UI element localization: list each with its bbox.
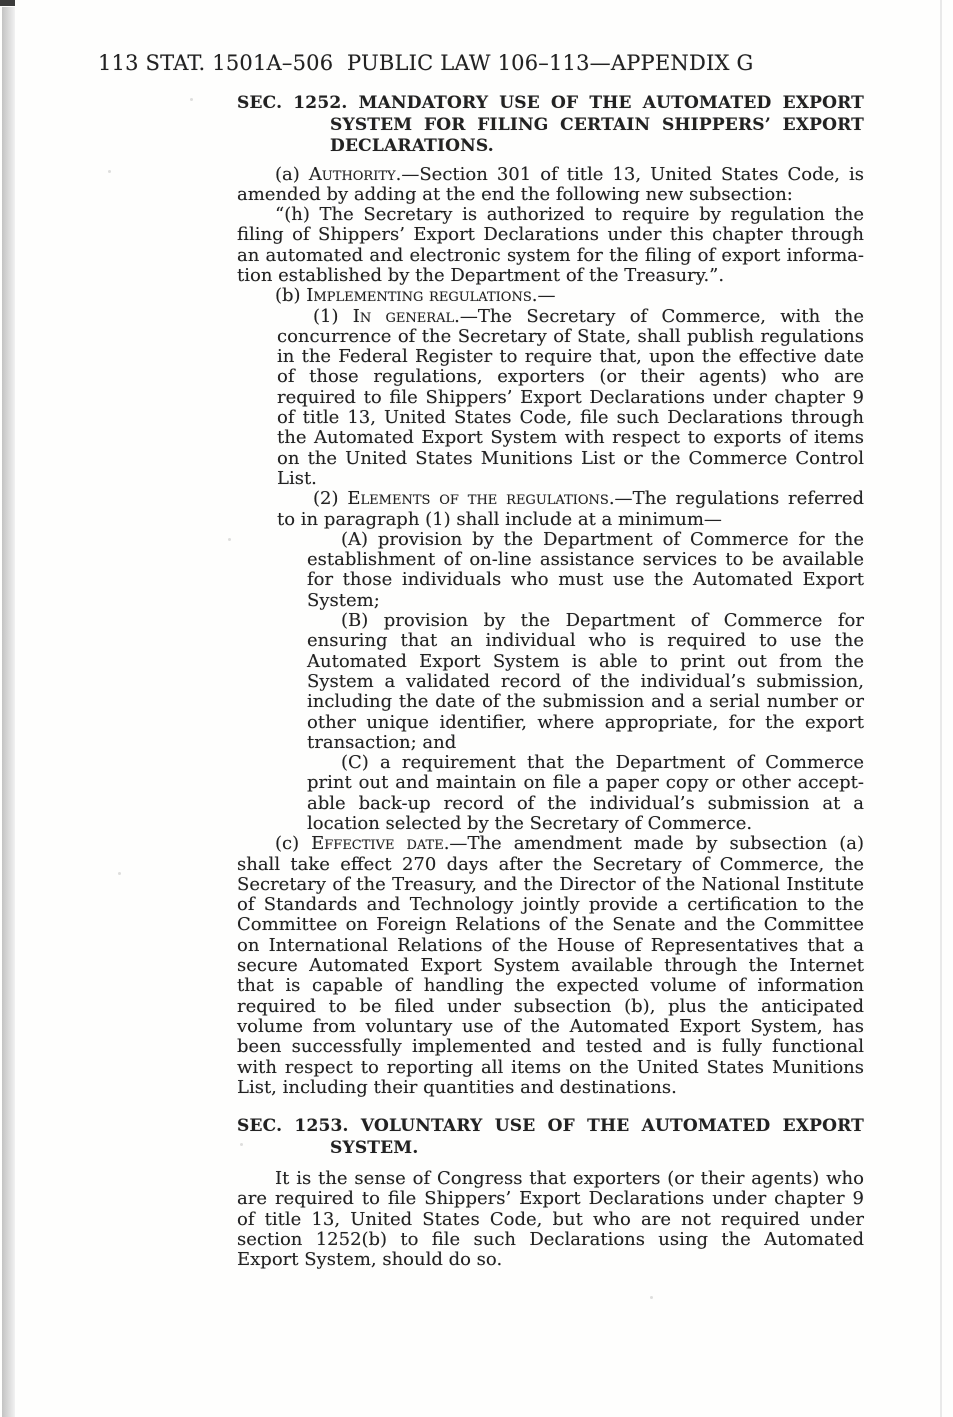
paragraph-text: The amendment made by subsection (a) shall take effect 270 days after the Secretary of Commerce, the Secretary of the Treasury, and the Director of the National Institute of Standards and Technology jointly provide a certification to the Committee on Foreign Relations of the Senate and the Committee on International Relations of the House of Representatives that a secure Automated Export System available through the Internet that is capable of handling the expected volume of information required to be filed under subsection (b), plus the anticipated volume from voluntary use of the Automated Export System, has been successfully implemented and tested and is fully functional with respect to reporting all items on the United States Munitions List, including their quantities and destinations. bbox=[237, 833, 864, 1098]
paragraph-label-prefix: (1) bbox=[313, 305, 353, 327]
statute-text-column bbox=[237, 93, 864, 1271]
scan-artifact-left-edge-band bbox=[2, 7, 15, 1417]
law-citation: PUBLIC LAW 106–113—APPENDIX G bbox=[347, 51, 754, 75]
paragraph-text: (B) provision by the Department of Commerce for ensuring that an individual who is required to use the Automated Export System is able to print out from the System a validated record of the individual’s submission, including the date of the submission and a serial number or other unique identifier, where appropriate, for the export transaction; and bbox=[307, 610, 864, 753]
scan-artifact-corner-mark bbox=[0, 0, 15, 6]
scan-speck bbox=[650, 1296, 653, 1299]
paragraph-subparagraph-B bbox=[307, 611, 864, 753]
paragraph-subparagraph-A bbox=[307, 530, 864, 611]
paragraph-label-prefix: (a) bbox=[275, 163, 309, 185]
paragraph-text: It is the sense of Congress that exporters (or their agents) who are required to file Shippers’ Export Declarations under chapter 9 of title 13, United States Code, but who are not required under section 1252(b) to file such Declarations using the Automated Export System, should do so. bbox=[237, 1168, 864, 1271]
scan-speck bbox=[190, 98, 193, 101]
paragraph-subparagraph-C bbox=[307, 753, 864, 834]
paragraph-label-prefix: (c) bbox=[275, 833, 312, 855]
paragraph-text: (C) a requirement that the Department of Commerce print out and maintain on file a paper copy or other acceptable back-up record of the individual’s submission at a location selected by the Secretary of Commerce. bbox=[307, 752, 864, 834]
paragraph-b bbox=[237, 286, 864, 306]
paragraph-text: “(h) The Secretary is authorized to require by regulation the filing of Shippers’ Export Declarations under this chapter through an automated and electronic system for the filing of export information established by the Department of the Treasury.”. bbox=[237, 204, 864, 286]
paragraph-label-smallcaps: Authority.— bbox=[308, 163, 420, 185]
paragraph-1 bbox=[277, 307, 864, 490]
section-1253-heading bbox=[237, 1116, 864, 1159]
paragraph-text: Section 301 of title 13, United States Code, is amended by adding at the end the following new subsection: bbox=[237, 163, 865, 205]
paragraph-label-prefix: (b) bbox=[275, 285, 307, 307]
scan-speck bbox=[228, 538, 231, 541]
paragraph-1253-body bbox=[237, 1169, 864, 1270]
running-header bbox=[98, 50, 878, 76]
section-1252-heading bbox=[237, 93, 864, 158]
section-1253-title: VOLUNTARY USE OF THE AUTOMATED EXPORT SYSTEM. bbox=[330, 1116, 864, 1158]
paragraph-text: The Secretary of Commerce, with the concurrence of the Secretary of State, shall publish regulations in the Federal Register to require that, upon the effective date of those regulations, exporters (or their agents) who are required to file Shippers’ Export Declarations under chapter 9 of title 13, United States Code, file such Declarations through the Automated Export System with respect to exports of items on the United States Munitions List or the Commerce Control List. bbox=[277, 305, 864, 489]
paragraph-label-smallcaps: Implementing regulations.— bbox=[306, 285, 556, 307]
paragraph-text: (A) provision by the Department of Commerce for the establishment of on-line assistance services to be available for those individuals who must use the Automated Export System; bbox=[307, 528, 864, 611]
paragraph-2 bbox=[277, 489, 864, 530]
section-1252-title: MANDATORY USE OF THE AUTOMATED EXPORT SYSTEM FOR FILING CERTAIN SHIPPERS’ EXPORT DECLARATIONS. bbox=[330, 93, 864, 156]
scan-speck bbox=[118, 872, 121, 875]
paragraph-label-smallcaps: Effective date.— bbox=[311, 833, 468, 855]
paragraph-label-smallcaps: Elements of the regulations.— bbox=[347, 488, 633, 510]
paragraph-label-prefix: (2) bbox=[313, 488, 348, 510]
section-1253-number: SEC. 1253. bbox=[237, 1116, 349, 1137]
scan-artifact-right-edge-line bbox=[940, 0, 942, 1417]
paragraph-a bbox=[237, 165, 864, 206]
paragraph-label-smallcaps: In general.— bbox=[352, 305, 478, 327]
scan-speck bbox=[108, 170, 111, 173]
paragraph-c bbox=[237, 834, 864, 1098]
stat-citation: 113 STAT. 1501A–506 bbox=[98, 51, 334, 75]
paragraph-text: The regulations referred to in paragraph (1) shall include at a minimum— bbox=[277, 488, 865, 530]
paragraph-h-quoted bbox=[237, 205, 864, 286]
section-1252-number: SEC. 1252. bbox=[237, 93, 348, 113]
